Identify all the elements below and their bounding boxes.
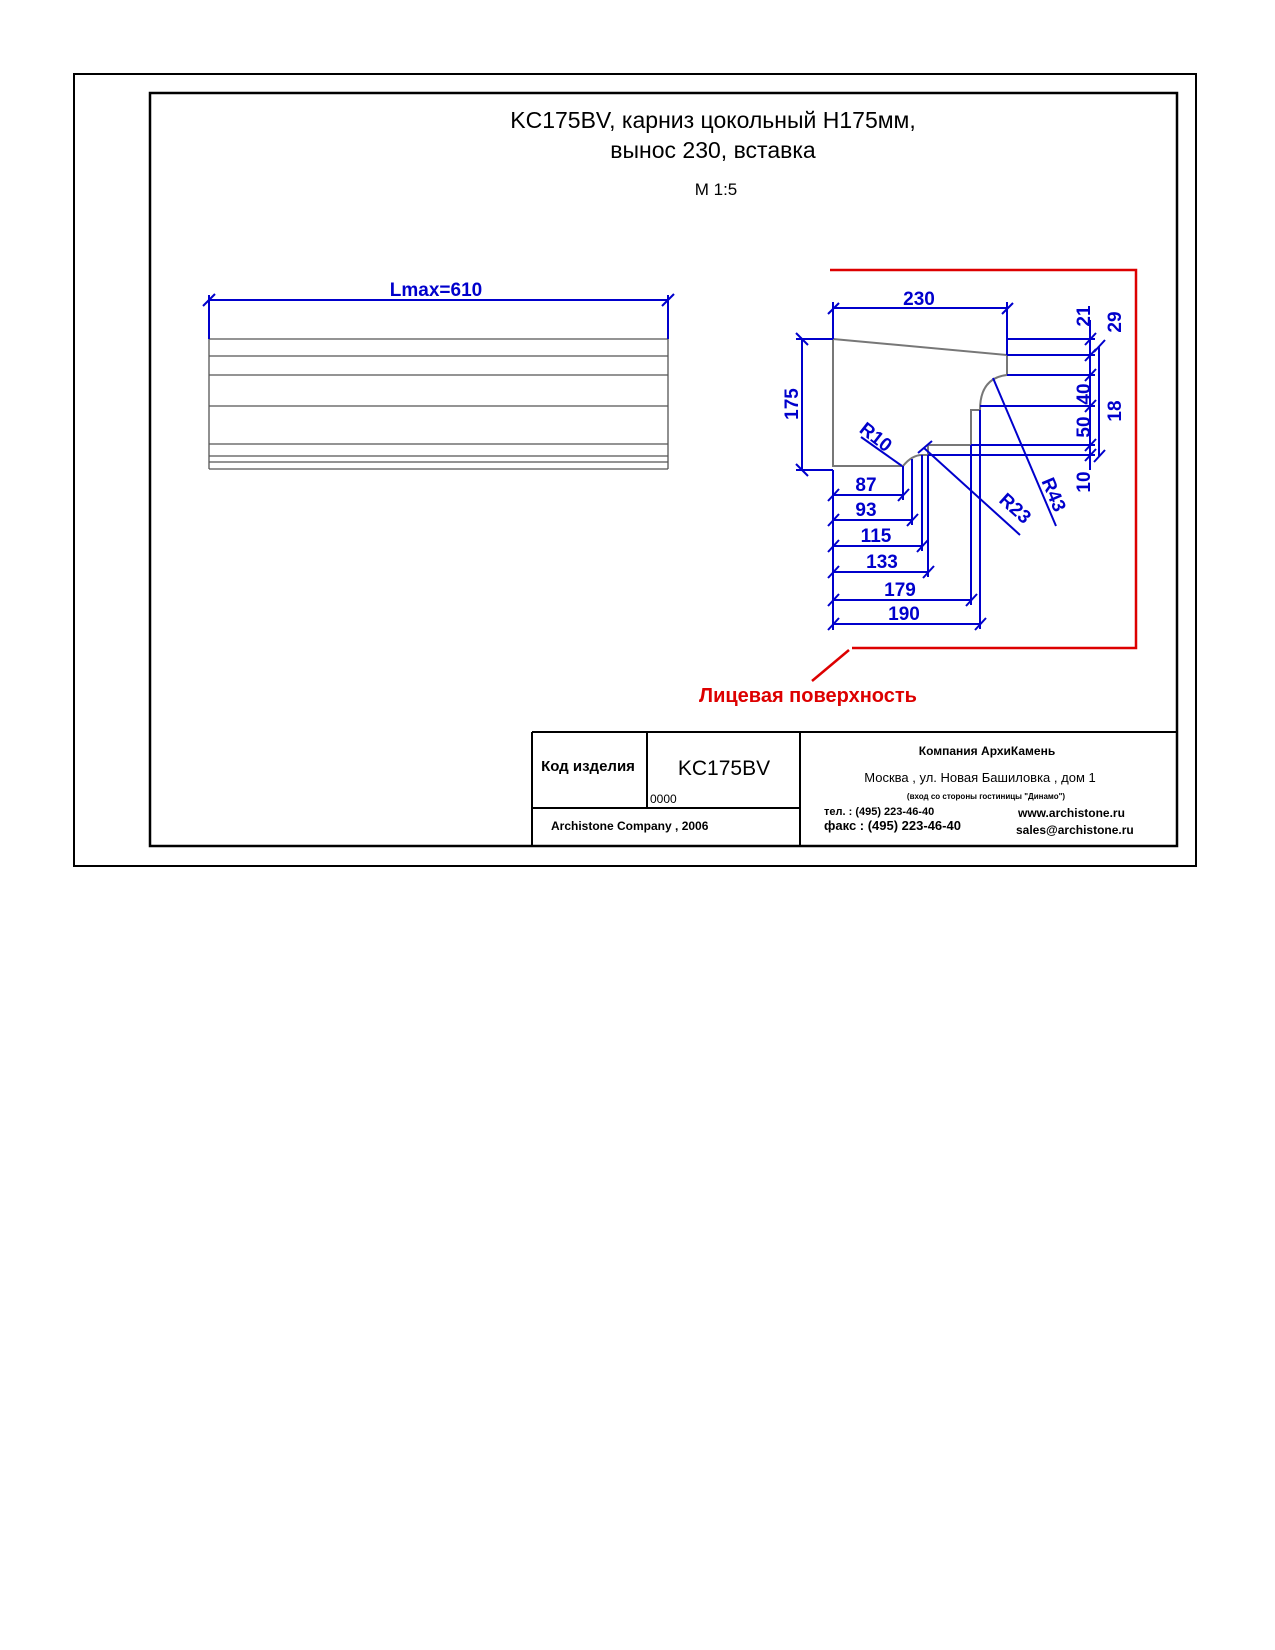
dim-93: 93 (855, 500, 877, 521)
title-line-2: вынос 230, вставка (610, 137, 816, 163)
scale-label: М 1:5 (694, 180, 738, 199)
dim-115: 115 (860, 526, 892, 547)
dim-10: 10 (1074, 471, 1095, 493)
dim-50: 50 (1074, 416, 1095, 438)
length-label: Lmax=610 (389, 280, 483, 301)
width-label: 230 (903, 289, 935, 310)
dim-133: 133 (866, 552, 898, 573)
dim-40: 40 (1074, 383, 1095, 405)
dim-190: 190 (888, 604, 920, 625)
code-number: 0000 (650, 792, 677, 806)
company-address: Москва , ул. Новая Башиловка , дом 1 (864, 770, 1096, 785)
address-note: (вход со стороны гостиницы "Динамо") (906, 792, 1066, 801)
code-value: KC175BV (677, 757, 771, 780)
dim-179: 179 (884, 580, 916, 601)
radius-r23: R23 (994, 489, 1035, 529)
code-label: Код изделия (541, 758, 635, 775)
fax: факс : (495) 223-46-40 (824, 818, 961, 833)
dim-18: 18 (1105, 400, 1126, 422)
phone: тел. : (495) 223-46-40 (824, 806, 935, 818)
front-view (209, 339, 668, 469)
dim-29: 29 (1105, 311, 1126, 333)
radius-r10: R10 (855, 418, 896, 457)
website-link[interactable]: www.archistone.ru (1018, 806, 1125, 820)
copyright: Archistone Company , 2006 (551, 819, 709, 833)
height-label: 175 (782, 388, 803, 420)
title-line-1: KC175BV, карниз цокольный H175мм, (510, 107, 916, 133)
radius-r43: R43 (1036, 474, 1070, 515)
company-name: Компания АрхиКамень (918, 744, 1056, 758)
dim-87: 87 (855, 475, 877, 496)
face-surface-label: Лицевая поверхность (699, 685, 917, 707)
dim-21: 21 (1074, 305, 1095, 327)
email-link[interactable]: sales@archistone.ru (1016, 823, 1134, 837)
